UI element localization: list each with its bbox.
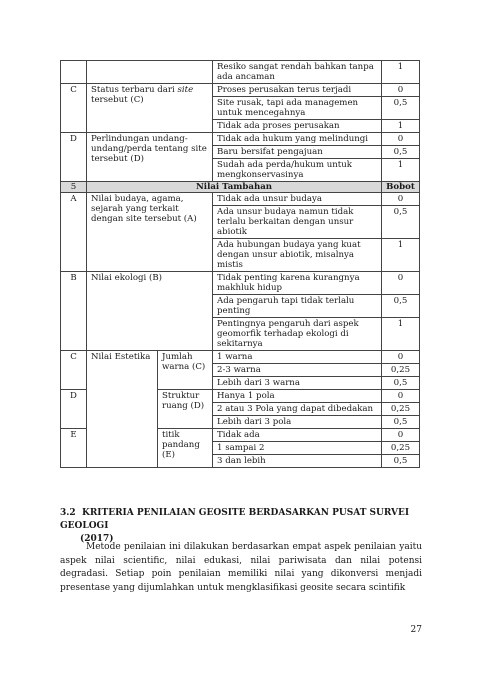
option-text: Site rusak, tapi ada managemen untuk mencegahnya xyxy=(213,97,382,120)
option-text: Resiko sangat rendah bahkan tanpa ada ancaman xyxy=(213,61,382,84)
criteria-cell: Nilai budaya, agama, sejarah yang terkait dengan site tersebut (A) xyxy=(87,193,213,272)
option-text: 1 sampai 2 xyxy=(213,442,382,455)
option-text: Baru bersifat pengajuan xyxy=(213,146,382,159)
table-row xyxy=(61,84,420,97)
option-text: Pentingnya pengaruh dari aspek geomorfik terhadap ekologi di sekitarnya xyxy=(213,318,382,351)
sub-criteria-cell: titik pandang (E) xyxy=(158,429,213,468)
row-letter: C xyxy=(61,351,87,390)
bobot-header: Bobot xyxy=(382,182,420,193)
sub-criteria-cell: Jumlah warna (C) xyxy=(158,351,213,390)
score-cell: 0 xyxy=(382,84,420,97)
option-text: Tidak ada xyxy=(213,429,382,442)
row-letter: D xyxy=(61,390,87,429)
option-text: Lebih dari 3 warna xyxy=(213,377,382,390)
option-text: Tidak ada unsur budaya xyxy=(213,193,382,206)
option-text: Ada pengaruh tapi tidak terlalu penting xyxy=(213,295,382,318)
option-text: 3 dan lebih xyxy=(213,455,382,468)
score-cell: 0,25 xyxy=(382,442,420,455)
score-cell: 0,25 xyxy=(382,403,420,416)
criteria-cell: Nilai ekologi (B) xyxy=(87,272,213,351)
section-number: 5 xyxy=(61,182,87,193)
section-heading-line1: KRITERIA PENILAIAN GEOSITE BERDASARKAN PUSAT SURVEI GEOLOGI xyxy=(60,508,410,531)
page-number: 27 xyxy=(410,625,422,635)
score-cell: 1 xyxy=(382,61,420,84)
row-letter: E xyxy=(61,429,87,468)
section-title: Nilai Tambahan xyxy=(87,182,382,193)
criteria-table xyxy=(60,60,420,468)
score-cell: 0 xyxy=(382,351,420,364)
row-letter: B xyxy=(61,272,87,351)
score-cell: 0,5 xyxy=(382,416,420,429)
criteria-cell: Perlindungan undang-undang/perda tentang site tersebut (D) xyxy=(87,133,213,182)
score-cell: 0 xyxy=(382,272,420,295)
paragraph-text: Metode penilaian ini dilakukan berdasarkan empat aspek penilaian yaitu aspek nilai scientific, nilai edukasi, nilai pariwisata dan nilai potensi degradasi. Setiap poin penilaian memiliki nilai yang dikonversi menjadi presentase yang dijumlahkan untuk mengklasifikasi geosite secara scintifik xyxy=(60,542,422,593)
section-header-row xyxy=(61,182,420,193)
score-cell: 1 xyxy=(382,159,420,182)
score-cell: 0,5 xyxy=(382,455,420,468)
score-cell: 0 xyxy=(382,193,420,206)
row-letter: D xyxy=(61,133,87,182)
option-text: 2 atau 3 Pola yang dapat dibedakan xyxy=(213,403,382,416)
section-heading-number: 3.2 xyxy=(60,508,76,518)
score-cell: 0 xyxy=(382,429,420,442)
score-cell: 0,5 xyxy=(382,146,420,159)
table-row xyxy=(61,193,420,206)
option-text: Lebih dari 3 pola xyxy=(213,416,382,429)
score-cell: 0,5 xyxy=(382,377,420,390)
criteria-cell: Nilai Estetika xyxy=(87,351,158,468)
option-text: Tidak penting karena kurangnya makhluk hidup xyxy=(213,272,382,295)
section-heading-line2: (2017) xyxy=(80,534,114,544)
score-cell: 0,5 xyxy=(382,206,420,239)
table-row xyxy=(61,61,420,84)
option-text: Sudah ada perda/hukum untuk mengkonservasinya xyxy=(213,159,382,182)
criteria-cell: Status terbaru dari site tersebut (C) xyxy=(87,84,213,133)
option-text: Ada hubungan budaya yang kuat dengan unsur abiotik, misalnya mistis xyxy=(213,239,382,272)
score-cell: 1 xyxy=(382,318,420,351)
score-cell: 0 xyxy=(382,390,420,403)
score-cell: 0,5 xyxy=(382,295,420,318)
score-cell: 1 xyxy=(382,120,420,133)
option-text: Tidak ada proses perusakan xyxy=(213,120,382,133)
table-row xyxy=(61,351,420,364)
option-text: 2-3 warna xyxy=(213,364,382,377)
row-letter: A xyxy=(61,193,87,272)
score-cell: 0,5 xyxy=(382,97,420,120)
option-text: Ada unsur budaya namun tidak terlalu berkaitan dengan unsur abiotik xyxy=(213,206,382,239)
option-text: Proses perusakan terus terjadi xyxy=(213,84,382,97)
table-row xyxy=(61,272,420,295)
body-paragraph xyxy=(60,541,422,595)
score-cell: 1 xyxy=(382,239,420,272)
sub-criteria-cell: Struktur ruang (D) xyxy=(158,390,213,429)
row-letter: C xyxy=(61,84,87,133)
score-cell: 0,25 xyxy=(382,364,420,377)
option-text: Hanya 1 pola xyxy=(213,390,382,403)
score-cell: 0 xyxy=(382,133,420,146)
table-row xyxy=(61,133,420,146)
option-text: Tidak ada hukum yang melindungi xyxy=(213,133,382,146)
option-text: 1 warna xyxy=(213,351,382,364)
